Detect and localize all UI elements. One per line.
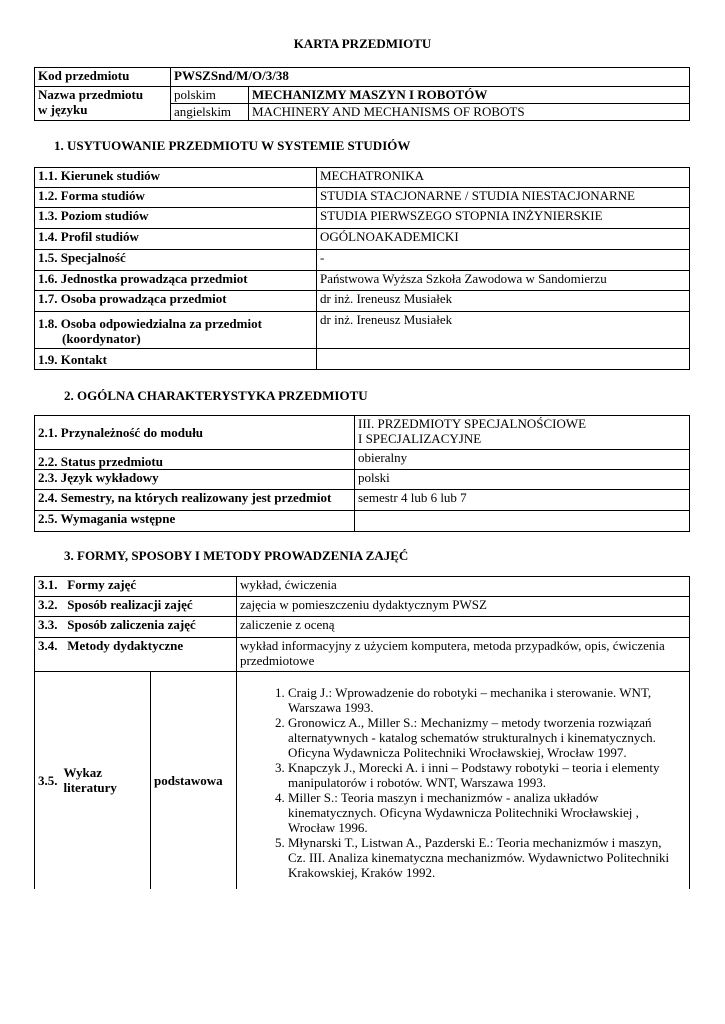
row-value: dr inż. Ireneusz Musiałek bbox=[317, 312, 690, 349]
row-value bbox=[355, 416, 690, 450]
row-label: 1.7. Osoba prowadząca przedmiot bbox=[35, 291, 317, 312]
code-label: Kod przedmiotu bbox=[35, 68, 171, 87]
table-row bbox=[35, 617, 690, 638]
row-value: obieralny bbox=[355, 450, 690, 470]
row-value: zaliczenie z oceną bbox=[237, 617, 690, 638]
row-label-line1: 1.8. Osoba odpowiedzialna za przedmiot bbox=[38, 316, 262, 331]
row-label: 2.5. Wymagania wstępne bbox=[35, 511, 355, 532]
row-label-line2: (koordynator) bbox=[62, 331, 141, 346]
row-value: dr inż. Ireneusz Musiałek bbox=[317, 291, 690, 312]
section-1-heading: 1. USYTUOWANIE PRZEDMIOTU W SYSTEMIE STUDIÓW bbox=[54, 138, 411, 153]
table-row bbox=[35, 188, 690, 208]
table-row bbox=[35, 490, 690, 511]
row-label bbox=[35, 577, 237, 597]
table-row bbox=[35, 597, 690, 617]
code-value: PWSZSnd/M/O/3/38 bbox=[171, 68, 690, 87]
row-value bbox=[355, 511, 690, 532]
row-value: polski bbox=[355, 470, 690, 490]
row-label-text: Formy zajęć bbox=[67, 577, 137, 592]
row-num: 3.3. bbox=[38, 617, 58, 632]
row-value: MECHATRONIKA bbox=[317, 168, 690, 188]
literature-kind: podstawowa bbox=[151, 672, 237, 889]
row-label bbox=[35, 312, 317, 349]
table-row bbox=[35, 229, 690, 250]
section-1-table bbox=[34, 167, 690, 370]
table-row bbox=[35, 312, 690, 349]
literature-num: 3.5. bbox=[38, 772, 58, 788]
table-row bbox=[35, 87, 690, 104]
row-num: 3.1. bbox=[38, 577, 58, 592]
row-label-text: Sposób realizacji zajęć bbox=[67, 597, 193, 612]
row-value-line1: III. PRZEDMIOTY SPECJALNOŚCIOWE bbox=[358, 416, 587, 431]
literature-label-wrap bbox=[38, 765, 147, 795]
literature-row bbox=[35, 672, 690, 889]
row-label: 2.3. Język wykładowy bbox=[35, 470, 355, 490]
literature-label bbox=[35, 672, 151, 889]
row-label: 1.9. Kontakt bbox=[35, 349, 317, 370]
row-label-text: Metody dydaktyczne bbox=[67, 638, 184, 653]
section-3-heading: 3. FORMY, SPOSOBY I METODY PROWADZENIA ZAJĘĆ bbox=[64, 548, 409, 563]
row-label: 1.1. Kierunek studiów bbox=[35, 168, 317, 188]
row-label-text: Sposób zaliczenia zajęć bbox=[67, 617, 196, 632]
table-row bbox=[35, 291, 690, 312]
row-value: STUDIA STACJONARNE / STUDIA NIESTACJONARNE bbox=[317, 188, 690, 208]
row-value: wykład, ćwiczenia bbox=[237, 577, 690, 597]
row-value: zajęcia w pomieszczeniu dydaktycznym PWSZ bbox=[237, 597, 690, 617]
row-label: 1.5. Specjalność bbox=[35, 250, 317, 271]
literature-item: 5. Młynarski T., Listwan A., Pazderski E.: Teoria mechanizmów i maszyn, Cz. III. Analiza kinematyczna mechanizmów. Wydawnictwo Politechniki Krakowskiej, Kraków 1992. bbox=[288, 835, 679, 880]
literature-label-line2: literatury bbox=[63, 780, 117, 796]
row-label: 2.2. Status przedmiotu bbox=[35, 450, 355, 470]
table-row bbox=[35, 470, 690, 490]
table-row bbox=[35, 450, 690, 470]
table-row bbox=[35, 168, 690, 188]
section-2-table bbox=[34, 415, 690, 532]
course-id-table bbox=[34, 67, 690, 121]
row-label: 1.4. Profil studiów bbox=[35, 229, 317, 250]
row-num: 3.4. bbox=[38, 638, 58, 653]
table-row bbox=[35, 577, 690, 597]
literature-item: 3. Knapczyk J., Morecki A. i inni – Podstawy robotyki – teoria i elementy manipulatorów i robotów. WNT, Warszawa 1993. bbox=[288, 760, 679, 790]
row-value: semestr 4 lub 6 lub 7 bbox=[355, 490, 690, 511]
lang-en-label: angielskim bbox=[171, 104, 249, 121]
literature-label-text bbox=[64, 765, 117, 795]
row-label: 2.1. Przynależność do modułu bbox=[35, 416, 355, 450]
row-value bbox=[317, 349, 690, 370]
table-row bbox=[35, 416, 690, 450]
table-row bbox=[35, 511, 690, 532]
literature-list-cell bbox=[237, 672, 690, 889]
name-label bbox=[35, 87, 171, 121]
row-label bbox=[35, 617, 237, 638]
row-value-line2: I SPECJALIZACYJNE bbox=[358, 431, 482, 446]
literature-list bbox=[240, 685, 679, 880]
table-row bbox=[35, 208, 690, 229]
row-label: 2.4. Semestry, na których realizowany jest przedmiot bbox=[35, 490, 355, 511]
table-row bbox=[35, 271, 690, 291]
table-row bbox=[35, 349, 690, 370]
row-value: OGÓLNOAKADEMICKI bbox=[317, 229, 690, 250]
lang-pl-label: polskim bbox=[171, 87, 249, 104]
row-label: 1.2. Forma studiów bbox=[35, 188, 317, 208]
name-pl-value: MECHANIZMY MASZYN I ROBOTÓW bbox=[249, 87, 690, 104]
literature-item: 1. Craig J.: Wprowadzenie do robotyki – mechanika i sterowanie. WNT, Warszawa 1993. bbox=[288, 685, 679, 715]
section-2-heading: 2. OGÓLNA CHARAKTERYSTYKA PRZEDMIOTU bbox=[64, 388, 368, 403]
row-label: 1.6. Jednostka prowadząca przedmiot bbox=[35, 271, 317, 291]
section-3-table bbox=[34, 576, 690, 889]
row-value: - bbox=[317, 250, 690, 271]
name-label-line1: Nazwa przedmiotu bbox=[38, 87, 144, 102]
name-label-line2: w języku bbox=[38, 102, 88, 117]
name-en-value: MACHINERY AND MECHANISMS OF ROBOTS bbox=[249, 104, 690, 121]
table-row bbox=[35, 68, 690, 87]
page-title: KARTA PRZEDMIOTU bbox=[293, 36, 432, 51]
row-value: STUDIA PIERWSZEGO STOPNIA INŻYNIERSKIE bbox=[317, 208, 690, 229]
row-label bbox=[35, 638, 237, 672]
row-num: 3.2. bbox=[38, 597, 58, 612]
literature-item: 2. Gronowicz A., Miller S.: Mechanizmy – metody tworzenia rozwiązań alternatywnych - katalog schematów strukturalnych i kinematycznych. Oficyna Wydawnicza Politechniki Wrocławskiej, Wrocław 1997. bbox=[288, 715, 679, 760]
row-label bbox=[35, 597, 237, 617]
table-row bbox=[35, 250, 690, 271]
literature-label-line1: Wykaz bbox=[63, 765, 103, 781]
table-row bbox=[35, 638, 690, 672]
row-label: 1.3. Poziom studiów bbox=[35, 208, 317, 229]
literature-item: 4. Miller S.: Teoria maszyn i mechanizmów - analiza układów kinematycznych. Oficyna Wydawnicza Politechniki Wrocławskiej , Wrocław 1996. bbox=[288, 790, 679, 835]
row-value: Państwowa Wyższa Szkoła Zawodowa w Sandomierzu bbox=[317, 271, 690, 291]
row-value: wykład informacyjny z użyciem komputera, metoda przypadków, opis, ćwiczenia przedmiotowe bbox=[237, 638, 690, 672]
